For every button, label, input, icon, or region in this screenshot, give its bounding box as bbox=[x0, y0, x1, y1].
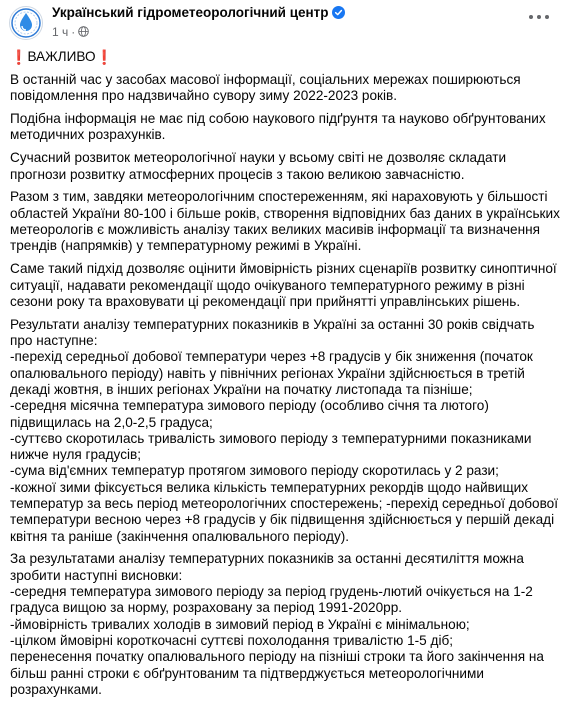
globe-icon bbox=[78, 26, 89, 40]
exclamation-icon: ❗ bbox=[95, 49, 113, 65]
post-paragraph: Разом з тим, завдяки метеорологічним спостереженням, які нараховують у більшості областей України 80-100 і більше років, створення відповідних баз даних в українських метеорологів є можливість аналізу таких великих масивів інформації та визначення трендів (напрямків) у температурному режимі в Україні. bbox=[10, 189, 560, 254]
post-paragraph: Результати аналізу температурних показників в Україні за останні 30 років свідчать про наступне: -перехід середньої добової температури через +8 градусів у бік зниження (початок опалювального періоду) навіть у північних регіонах України здійснюється в третій декаді жовтня, в інших регіонах України на початку листопада та пізніше; -середня місячна температура зимового періоду (особливо січня та лютого) підвищилась на 2,0-2,5 градуса; -суттєво скоротилась тривалість зимового періоду з температурними показниками нижче нуля градусів; -сума від'ємних температур протягом зимового періоду скоротилась у 2 рази; -кожної зими фіксується велика кількість температурних рекордів щодо найвищих температур за весь період метеорологічних спостережень; -перехід середньої добової температури весною через +8 градусів у бік підвищення здійснюється у першій декаді квітня та раніше (закінчення опалювального періоду). bbox=[10, 316, 559, 544]
post-paragraph: За результатами аналізу температурних показників за останні десятиліття можна зробити наступні висновки: -середня температура зимового періоду за період грудень-лютий очікується на 1-2 градуса вищою за норму, розраховану за період 1991-2020рр. -ймовірність тривалих холодів в зимовий період в Україні є мінімальною; -цілком ймовірні короткочасні суттєві похолодання тривалістю 1-5 діб; перенесення початку опалювального періоду на пізніші строки та його закінчення на більш ранні строки є обґрунтованим та підтверджується метеорологічними розрахунками. bbox=[10, 551, 544, 697]
verified-badge-icon bbox=[332, 6, 345, 22]
post-title bbox=[10, 49, 560, 65]
exclamation-icon: ❗ bbox=[10, 49, 28, 65]
more-dot bbox=[529, 15, 533, 19]
post-title-text: ВАЖЛИВО bbox=[27, 49, 96, 64]
more-options-icon[interactable] bbox=[529, 10, 549, 24]
page-avatar[interactable] bbox=[9, 6, 43, 40]
hydromet-logo-icon bbox=[10, 7, 42, 39]
meta-separator: · bbox=[71, 25, 76, 39]
post-body bbox=[10, 49, 560, 705]
post-meta bbox=[52, 25, 89, 40]
post-paragraph: В останній час у засобах масової інформації, соціальних мережах поширюються повідомлення про надзвичайно сувору зиму 2022-2023 років. bbox=[10, 71, 521, 104]
page-name-text[interactable]: Український гідрометеорологічний центр bbox=[52, 5, 329, 20]
post-paragraph: Подібна інформація не має під собою наукового підґрунтя та науково обґрунтованих методичних розрахунків. bbox=[10, 111, 546, 143]
post-timestamp[interactable]: 1 ч bbox=[52, 25, 69, 39]
more-dot bbox=[545, 15, 549, 19]
page-name[interactable] bbox=[52, 5, 345, 22]
more-dot bbox=[537, 15, 541, 19]
post-paragraph: Сучасний розвиток метеорологічної науки у всьому світі не дозволяє складати прогнози розвитку атмосферних процесів з такою великою завчасністю. bbox=[10, 150, 507, 182]
post-paragraph: Саме такий підхід дозволяє оцінити ймовірність різних сценаріїв розвитку синоптичної ситуації, надавати рекомендації щодо очікуваного температурного режиму в різні сезони року та враховувати ці рекомендації при прийнятті управлінських рішень. bbox=[10, 261, 557, 309]
post-header bbox=[0, 0, 567, 46]
